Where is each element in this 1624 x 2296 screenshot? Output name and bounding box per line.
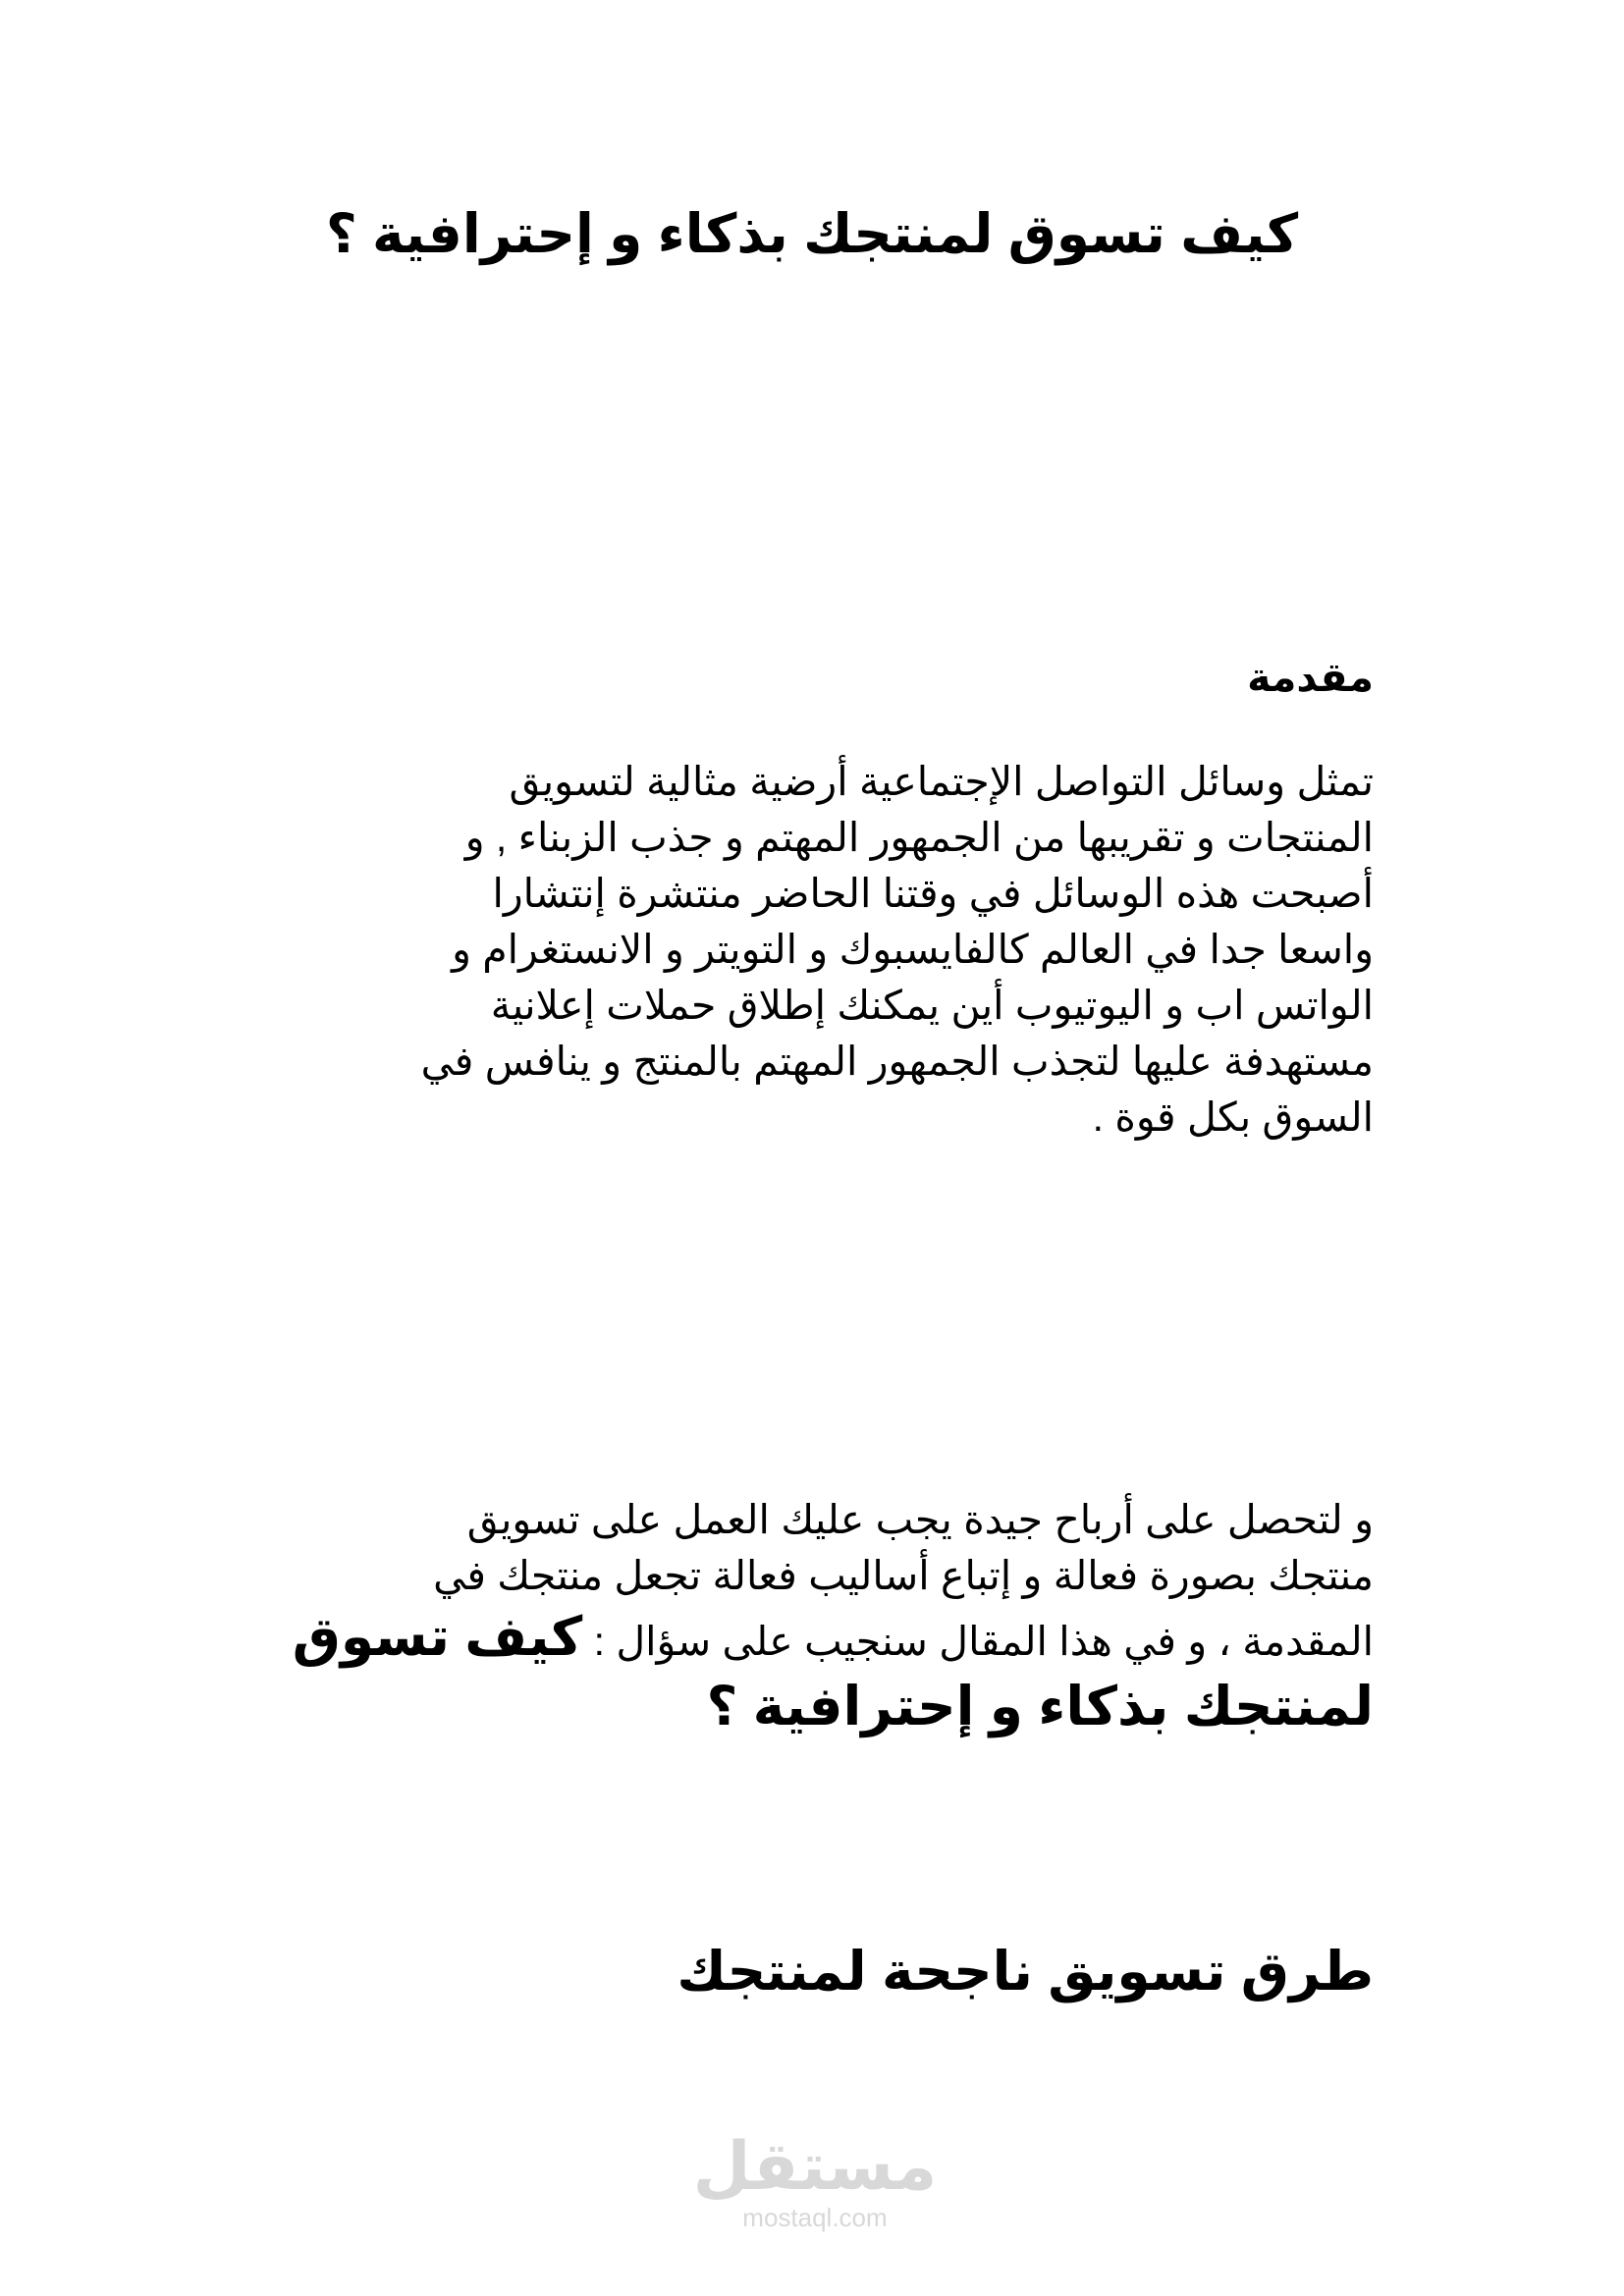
intro-paragraph <box>284 754 1374 1146</box>
watermark-url: mostaql.com <box>742 2203 888 2232</box>
intro-line: المنتجات و تقريبها من الجمهور المهتم و جذب الزبناء , و <box>464 815 1374 860</box>
intro-line: الواتس اب و اليوتيوب أين يمكنك إطلاق حملات إعلانية <box>490 983 1374 1028</box>
profit-paragraph <box>284 1492 1374 1738</box>
mostaql-watermark <box>687 2130 943 2232</box>
intro-line: تمثل وسائل التواصل الإجتماعية أرضية مثالية لتسويق <box>509 759 1374 804</box>
profit-line: و لتحصل على أرباح جيدة يجب عليك العمل على تسويق <box>466 1497 1374 1542</box>
profit-line-prefix: المقدمة ، و في هذا المقال سنجيب على سؤال : <box>582 1619 1374 1664</box>
marketing-methods-heading: طرق تسويق ناجحة لمنتجك <box>677 1941 1374 2002</box>
watermark-logo: مستقل <box>692 2129 938 2204</box>
document-title: كيف تسوق لمنتجك بذكاء و إحترافية ؟ <box>325 203 1299 264</box>
question-bold-continued: لمنتجك بذكاء و إحترافية ؟ <box>706 1676 1374 1736</box>
intro-line: أصبحت هذه الوسائل في وقتنا الحاضر منتشرة إنتشارا <box>492 871 1374 916</box>
question-bold: كيف تسوق <box>292 1606 583 1667</box>
profit-line: منتجك بصورة فعالة و إتباع أساليب فعالة تجعل منتجك في <box>433 1553 1374 1598</box>
profit-line <box>284 1604 1374 1674</box>
intro-line: مستهدفة عليها لتجذب الجمهور المهتم بالمنتج و ينافس في <box>420 1039 1374 1084</box>
intro-heading: مقدمة <box>1247 655 1374 700</box>
intro-line: واسعا جدا في العالم كالفايسبوك و التويتر و الانستغرام و <box>452 927 1374 972</box>
intro-line: السوق بكل قوة . <box>1092 1095 1374 1140</box>
